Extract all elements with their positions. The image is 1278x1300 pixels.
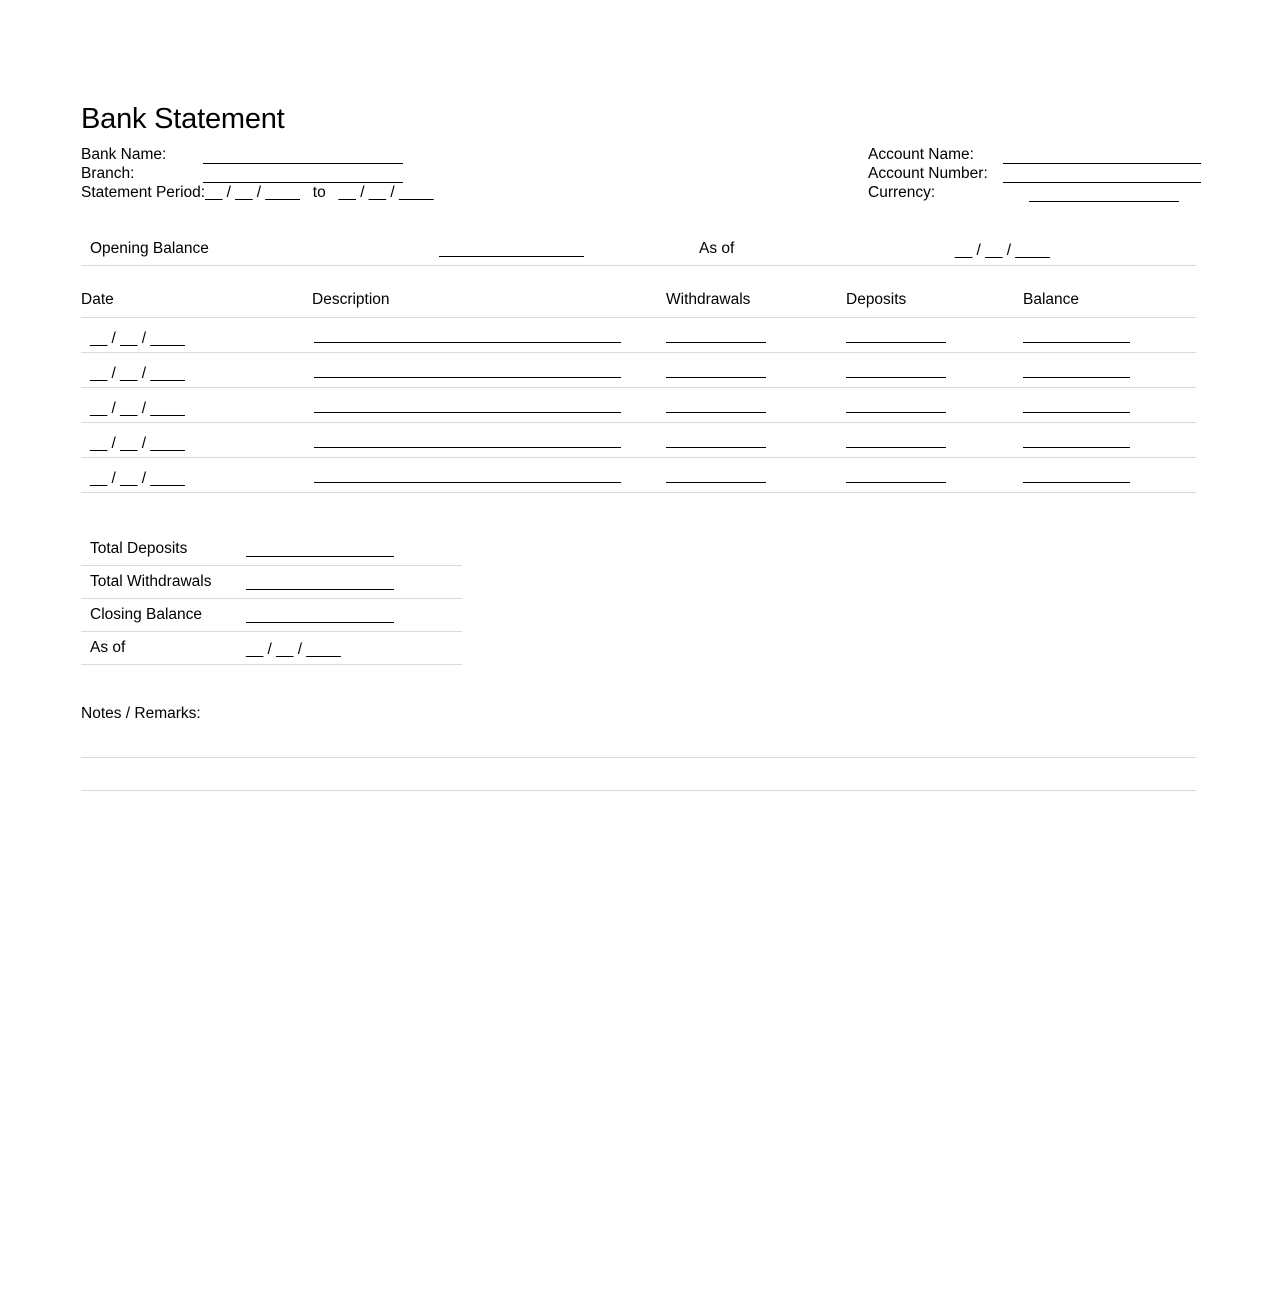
total-withdrawals-label: Total Withdrawals [90,573,212,590]
summary-label-cell [81,632,219,665]
table-row [81,458,1196,493]
opening-balance-asof-date-input[interactable]: __ / __ / ____ [955,242,1050,259]
date-input[interactable]: __ / __ / ____ [90,330,185,347]
cell-balance [1023,457,1196,492]
summary-row-total-withdrawals [81,566,462,599]
description-input[interactable] [314,482,621,483]
withdrawals-input[interactable] [666,482,766,483]
balance-input[interactable] [1023,482,1130,483]
opening-balance-asof-label-cell [690,234,867,266]
bank-name-input[interactable] [203,149,403,164]
branch-label: Branch: [81,165,135,182]
bank-name-field-row [81,145,501,164]
cell-description [312,422,666,457]
cell-description [312,457,666,492]
notes-remarks-label: Notes / Remarks: [81,705,201,722]
cell-withdrawals [666,317,846,352]
deposits-input[interactable] [846,377,946,378]
cell-deposits [846,352,1023,387]
balance-input[interactable] [1023,412,1130,413]
account-name-input[interactable] [1003,149,1201,164]
header-right-fields [868,145,1208,202]
summary-label-cell [81,533,219,566]
account-name-label: Account Name: [868,146,974,163]
cell-deposits [846,422,1023,457]
summary-value-cell [219,632,462,665]
cell-balance [1023,352,1196,387]
cell-balance [1023,387,1196,422]
currency-input[interactable] [1029,187,1179,202]
deposits-input[interactable] [846,342,946,343]
description-input[interactable] [314,447,621,448]
header-left-fields [81,145,501,202]
opening-balance-amount-cell [224,234,690,266]
total-withdrawals-input[interactable] [246,589,394,590]
currency-label: Currency: [868,184,936,201]
cell-description [312,387,666,422]
balance-input[interactable] [1023,377,1130,378]
account-number-label: Account Number: [868,165,988,182]
as-of-date-input[interactable]: __ / __ / ____ [246,641,341,658]
date-input[interactable]: __ / __ / ____ [90,365,185,382]
account-number-field-row [868,164,1208,183]
statement-period-input[interactable]: __ / __ / ____ to __ / __ / ____ [205,184,434,201]
closing-balance-label: Closing Balance [90,606,203,623]
transactions-table [81,288,1196,493]
opening-balance-label: Opening Balance [90,240,209,257]
withdrawals-input[interactable] [666,447,766,448]
cell-withdrawals [666,387,846,422]
account-name-field-row [868,145,1208,164]
notes-line-2[interactable] [81,790,1196,791]
date-input[interactable]: __ / __ / ____ [90,400,185,417]
withdrawals-input[interactable] [666,342,766,343]
cell-withdrawals [666,422,846,457]
column-header-withdrawals: Withdrawals [666,291,751,308]
description-input[interactable] [314,412,621,413]
statement-period-field-row [81,183,501,202]
opening-balance-asof-label: As of [699,240,735,257]
deposits-input[interactable] [846,482,946,483]
cell-date [81,352,312,387]
cell-date [81,457,312,492]
summary-value-cell [219,533,462,566]
total-deposits-label: Total Deposits [90,540,188,557]
summary-row-total-deposits [81,533,462,566]
account-number-input[interactable] [1003,168,1201,183]
cell-date [81,317,312,352]
summary-table [81,533,462,665]
opening-balance-label-cell [81,234,224,266]
cell-description [312,352,666,387]
currency-field-row [868,183,1208,202]
column-header-date: Date [81,291,114,308]
cell-balance [1023,422,1196,457]
withdrawals-input[interactable] [666,377,766,378]
deposits-input[interactable] [846,447,946,448]
cell-withdrawals [666,457,846,492]
date-input[interactable]: __ / __ / ____ [90,470,185,487]
cell-withdrawals [666,352,846,387]
cell-deposits [846,457,1023,492]
table-row [81,423,1196,458]
column-header-deposits: Deposits [846,291,907,308]
opening-balance-asof-date-cell [867,234,1196,266]
as-of-label: As of [90,639,126,656]
branch-field-row [81,164,501,183]
transactions-header-row [81,288,1196,318]
balance-input[interactable] [1023,447,1130,448]
branch-input[interactable] [203,168,403,183]
table-row [81,318,1196,353]
cell-deposits [846,317,1023,352]
table-row [81,353,1196,388]
description-input[interactable] [314,377,621,378]
page-title: Bank Statement [81,103,285,135]
cell-date [81,422,312,457]
column-header-balance: Balance [1023,291,1080,308]
description-input[interactable] [314,342,621,343]
opening-balance-amount-input[interactable] [439,256,584,257]
deposits-input[interactable] [846,412,946,413]
bank-name-label: Bank Name: [81,146,167,163]
total-deposits-input[interactable] [246,556,394,557]
summary-value-cell [219,566,462,599]
summary-row-as-of [81,632,462,665]
cell-date [81,387,312,422]
summary-value-cell [219,599,462,632]
notes-line-1[interactable] [81,757,1196,758]
cell-description [312,317,666,352]
withdrawals-input[interactable] [666,412,766,413]
table-row [81,388,1196,423]
summary-label-cell [81,599,219,632]
summary-label-cell [81,566,219,599]
date-input[interactable]: __ / __ / ____ [90,435,185,452]
column-header-description: Description [312,291,390,308]
cell-balance [1023,317,1196,352]
cell-deposits [846,387,1023,422]
balance-input[interactable] [1023,342,1130,343]
closing-balance-input[interactable] [246,622,394,623]
summary-row-closing-balance [81,599,462,632]
statement-period-label: Statement Period: [81,184,206,201]
opening-balance-row [81,234,1196,266]
